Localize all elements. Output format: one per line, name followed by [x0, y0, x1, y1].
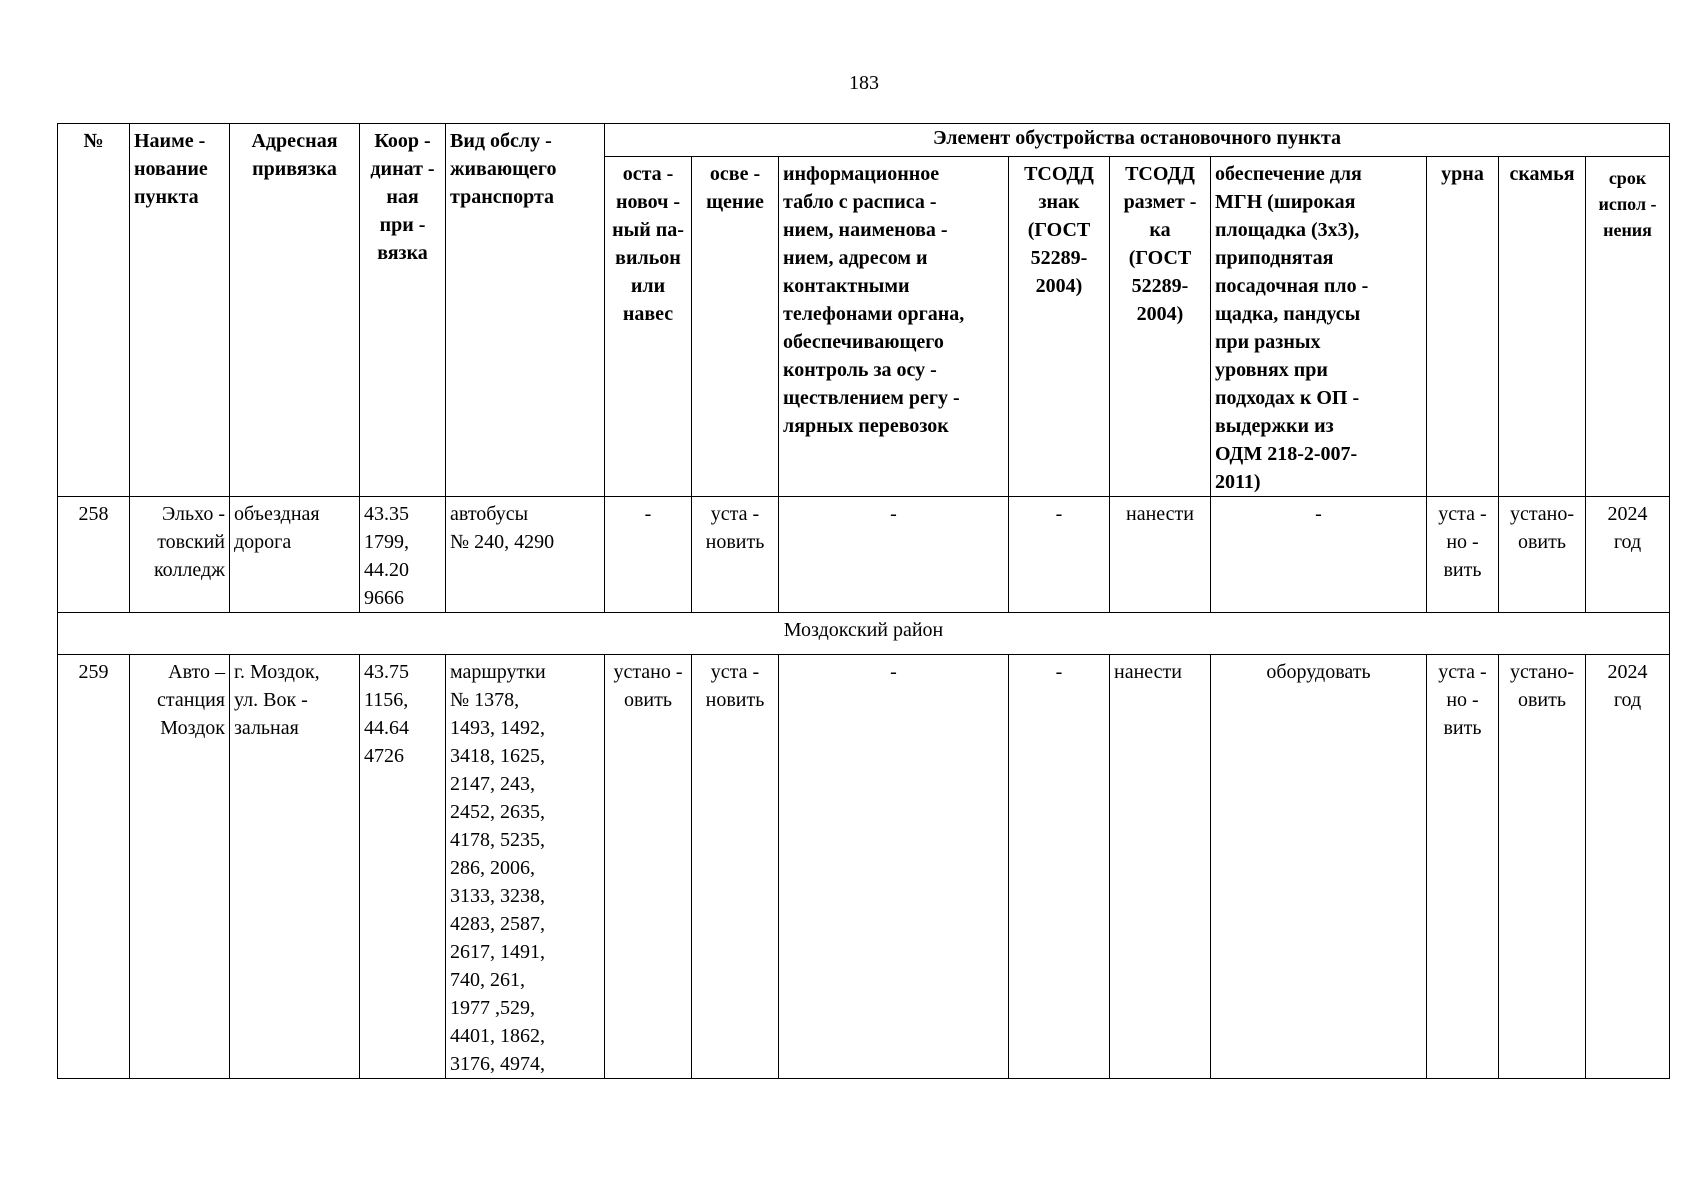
row-mgn: оборудовать: [1211, 655, 1427, 1079]
header-mgn: обеспечение для МГН (широкая площадка (3х3), приподнятая посадочная пло - щадка, пандусы при разных уровнях при подходах к ОП - выдержки из ОДМ 218-2-007- 2011): [1211, 157, 1427, 497]
row-bench: устано- овить: [1499, 655, 1586, 1079]
header-lighting: осве - щение: [692, 157, 779, 497]
page-number: 183: [849, 72, 879, 94]
row-lighting: уста - новить: [692, 497, 779, 613]
bus-stop-table: [57, 123, 1670, 1079]
row-address: г. Моздок, ул. Вок - зальная: [230, 655, 360, 1079]
row-sign: -: [1009, 497, 1110, 613]
header-group: Элемент обустройства остановочного пункта: [605, 124, 1670, 157]
row-lighting: уста - новить: [692, 655, 779, 1079]
row-num: 258: [58, 497, 130, 613]
header-address: Адресная привязка: [230, 124, 360, 497]
row-name: Эльхо - товский колледж: [130, 497, 230, 613]
row-deadline: 2024 год: [1586, 655, 1670, 1079]
header-pavilion: оста - новоч - ный па- вильон или навес: [605, 157, 692, 497]
row-pavilion: устано - овить: [605, 655, 692, 1079]
header-bench: скамья: [1499, 157, 1586, 497]
header-transport: Вид обслу - живающего транспорта: [446, 124, 605, 497]
row-name: Авто – станция Моздок: [130, 655, 230, 1079]
row-marking: нанести: [1110, 497, 1211, 613]
district-row: [58, 613, 1670, 655]
row-urn: уста - но - вить: [1427, 655, 1499, 1079]
row-bench: устано- овить: [1499, 497, 1586, 613]
header-coords: Коор - динат - ная при - вязка: [360, 124, 446, 497]
header-sign: ТСОДД знак (ГОСТ 52289- 2004): [1009, 157, 1110, 497]
header-info: информационное табло с расписа - нием, наименова - нием, адресом и контактными телефонами органа, обеспечивающего контроль за осу - ществлением регу - лярных перевозок: [779, 157, 1009, 497]
row-transport: маршрутки № 1378, 1493, 1492, 3418, 1625, 2147, 243, 2452, 2635, 4178, 5235, 286, 2006, 3133, 3238, 4283, 2587, 2617, 1491, 740, 261, 1977 ,529, 4401, 1862, 3176, 4974,: [446, 655, 605, 1079]
header-deadline: срок испол - нения: [1586, 157, 1670, 497]
row-address: объездная дорога: [230, 497, 360, 613]
header-num: №: [58, 124, 130, 497]
row-transport: автобусы № 240, 4290: [446, 497, 605, 613]
header-row-1: [58, 124, 1670, 157]
row-coords: 43.35 1799, 44.20 9666: [360, 497, 446, 613]
district-title: Моздокский район: [58, 613, 1670, 655]
header-name: Наиме - нование пункта: [130, 124, 230, 497]
row-marking: нанести: [1110, 655, 1211, 1079]
row-num: 259: [58, 655, 130, 1079]
header-marking: ТСОДД размет - ка (ГОСТ 52289- 2004): [1110, 157, 1211, 497]
row-urn: уста - но - вить: [1427, 497, 1499, 613]
row-mgn: -: [1211, 497, 1427, 613]
table-row: [58, 655, 1670, 1079]
header-urn: урна: [1427, 157, 1499, 497]
row-pavilion: -: [605, 497, 692, 613]
row-info: -: [779, 655, 1009, 1079]
row-coords: 43.75 1156, 44.64 4726: [360, 655, 446, 1079]
table-row: [58, 497, 1670, 613]
row-deadline: 2024 год: [1586, 497, 1670, 613]
row-sign: -: [1009, 655, 1110, 1079]
row-info: -: [779, 497, 1009, 613]
